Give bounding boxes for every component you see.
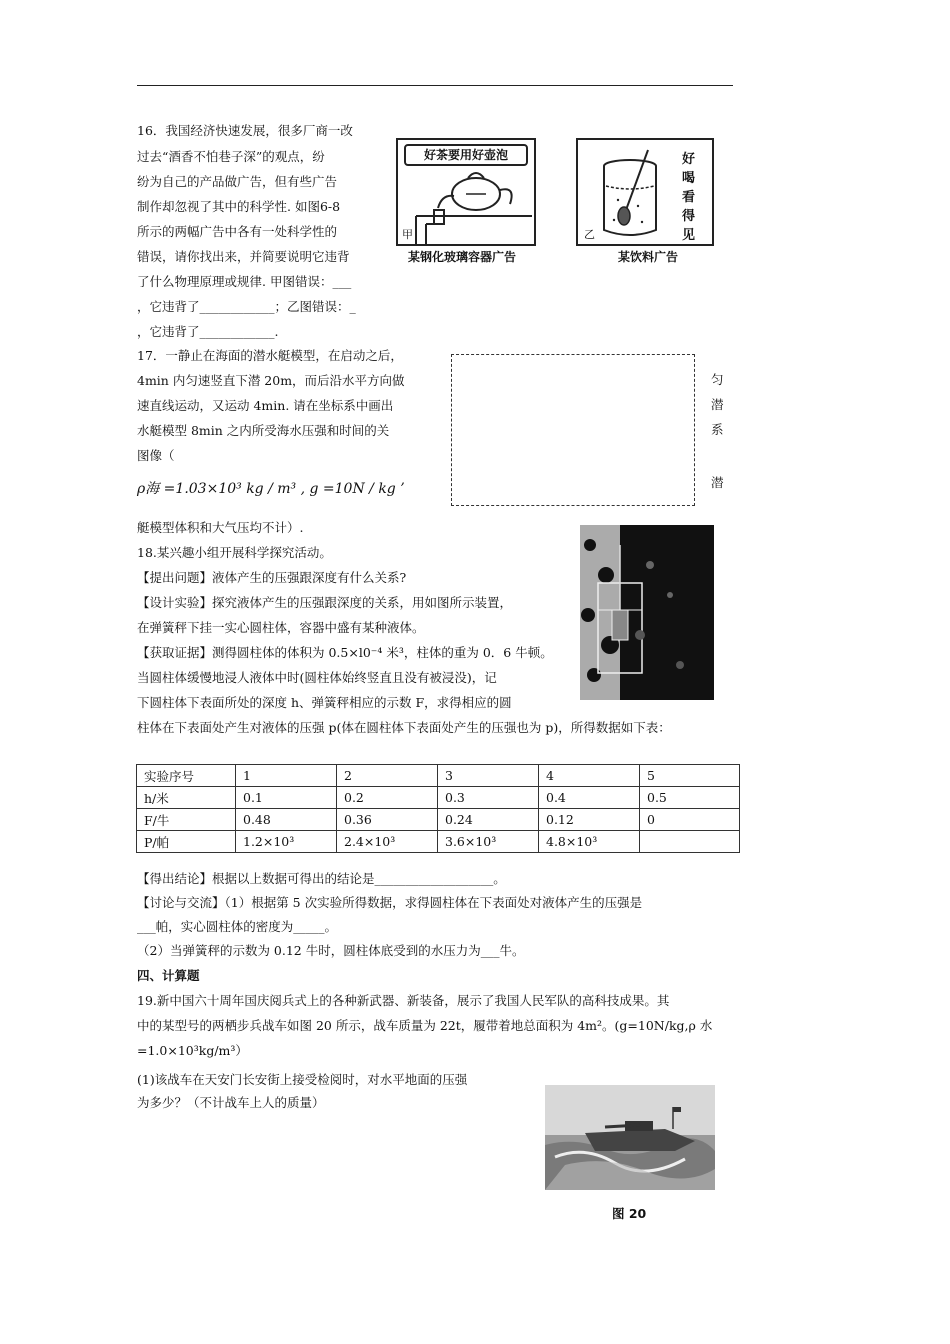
top-rule <box>137 85 733 86</box>
tank-photo <box>545 1085 715 1190</box>
q16-line-7: 了什么物理原理或规律. 甲图错误：___ <box>137 274 352 289</box>
apparatus-illustration <box>580 525 714 700</box>
table-cell <box>640 831 740 853</box>
table-cell: 1.2×10³ <box>236 831 337 853</box>
table-cell: 4.8×10³ <box>539 831 640 853</box>
q16-line-4: 制作却忽视了其中的科学性. 如图6-8 <box>137 199 341 214</box>
table-cell: 3 <box>438 765 539 787</box>
q16-line-6: 错误，请你找出来，并简要说明它违背 <box>137 249 350 264</box>
ad-banner-a: 好茶要用好壶泡 <box>404 144 528 166</box>
table-cell: 5 <box>640 765 740 787</box>
graph-area-box[interactable] <box>451 354 695 506</box>
q17-tail: 艇模型体积和大气压均不计）. <box>137 520 304 535</box>
q17-line-4: 水艇模型 8min 之内所受海水压强和时间的关 <box>137 423 390 438</box>
table-cell: 0.12 <box>539 809 640 831</box>
q17-right-char-4: 潜 <box>711 475 724 490</box>
q17-line-3: 速直线运动，又运动 4min. 请在坐标系中画出 <box>137 398 394 413</box>
q16-line-5: 所示的两幅广告中各有一处科学性的 <box>137 224 338 239</box>
q18-line-3: 【设计实验】探究液体产生的压强跟深度的关系，用如图所示装置， <box>137 595 513 610</box>
table-cell: 实验序号 <box>137 765 236 787</box>
q18-line-8: 柱体在下表面处产生对液体的压强 p(体在圆柱体下表面处产生的压强也为 p)，所得数据如下表： <box>137 720 671 735</box>
table-cell: 2 <box>337 765 438 787</box>
ad-caption-b: 某饮料广告 <box>618 250 679 264</box>
table-cell: 0.3 <box>438 787 539 809</box>
q18-line-6: 当圆柱体缓慢地浸人液体中时(圆柱体始终竖直且没有被浸没)，记 <box>137 670 497 685</box>
table-cell: 0.48 <box>236 809 337 831</box>
table-cell: 3.6×10³ <box>438 831 539 853</box>
table-cell: 0.2 <box>337 787 438 809</box>
q18-discussion-2: ___帕，实心圆柱体的密度为_____。 <box>137 919 338 934</box>
ad-caption-a: 某钢化玻璃容器广告 <box>408 250 517 264</box>
q17-line-5: 图像（ <box>137 448 175 463</box>
q16-line-9: ，它违背了____________. <box>137 324 279 339</box>
ad-figure-a <box>396 138 536 246</box>
q19-line-1: 19.新中国六十周年国庆阅兵式上的各种新武器、新装备，展示了我国人民军队的高科技成果。其 <box>137 993 670 1008</box>
amphibious-vehicle-illustration <box>545 1085 715 1190</box>
table-cell: h/米 <box>137 787 236 809</box>
q17-line-2: 4min 内匀速竖直下潜 20m，而后沿水平方向做 <box>137 373 405 388</box>
ad-side-text-b: 好喝看得见 <box>682 152 696 243</box>
figure-20-caption: 图 20 <box>612 1206 647 1221</box>
q18-discussion-3: （2）当弹簧秤的示数为 0.12 牛时，圆柱体底受到的水压力为___牛。 <box>137 943 525 958</box>
table-cell: 0.5 <box>640 787 740 809</box>
q18-line-5: 【获取证据】测得圆柱体的体积为 0.5×l0⁻⁴ 米³，柱体的重为 0．6 牛顿。 <box>137 645 553 660</box>
section-title: 四、计算题 <box>137 968 200 983</box>
teapot-illustration <box>398 164 534 244</box>
q16-line-3: 纷为自己的产品做广告，但有些广告 <box>137 174 338 189</box>
q17-formula: ρ海 =1.03×10³ kg / m³ , g =10N / kg ’ <box>137 481 405 497</box>
q16-line-2: 过去“酒香不怕巷子深”的观点，纷 <box>137 149 325 164</box>
q19-line-3: =1.0×10³kg/m³） <box>137 1043 248 1058</box>
table-cell: F/牛 <box>137 809 236 831</box>
q17-line-1: 17．一静止在海面的潜水艇模型，在启动之后， <box>137 348 403 363</box>
table-cell: 0.24 <box>438 809 539 831</box>
q17-right-char-3: 系 <box>711 422 724 437</box>
data-table <box>136 764 740 853</box>
table-row <box>137 831 740 853</box>
q17-right-char-2: 潜 <box>711 397 724 412</box>
table-row <box>137 787 740 809</box>
ad-label-b: 乙 <box>584 228 595 241</box>
table-cell: 2.4×10³ <box>337 831 438 853</box>
table-row <box>137 809 740 831</box>
table-cell: 0.36 <box>337 809 438 831</box>
q18-discussion-1: 【讨论与交流】（1）根据第 5 次实验所得数据，求得圆柱体在下表面处对液体产生的压强是 <box>137 895 643 910</box>
table-cell: 0.4 <box>539 787 640 809</box>
q18-conclusion: 【得出结论】根据以上数据可得出的结论是___________________。 <box>137 871 506 886</box>
q18-line-4: 在弹簧秤下挂一实心圆柱体，容器中盛有某种液体。 <box>137 620 425 635</box>
table-cell: 4 <box>539 765 640 787</box>
table-cell: 0.1 <box>236 787 337 809</box>
table-row <box>137 765 740 787</box>
q18-line-7: 下圆柱体下表面所处的深度 h、弹簧秤相应的示数 F，求得相应的圆 <box>137 695 512 710</box>
table-cell: P/帕 <box>137 831 236 853</box>
table-cell: 0 <box>640 809 740 831</box>
q18-line-1: 18.某兴趣小组开展科学探究活动。 <box>137 545 332 560</box>
table-cell: 1 <box>236 765 337 787</box>
q19-line-5: 为多少？（不计战车上人的质量） <box>137 1095 325 1110</box>
q19-line-4: (1)该战车在天安门长安街上接受检阅时，对水平地面的压强 <box>137 1072 468 1087</box>
q16-line-8: ，它违背了____________；乙图错误：_ <box>137 299 356 314</box>
q18-line-2: 【提出问题】液体产生的压强跟深度有什么关系? <box>137 570 407 585</box>
q16-line-1: 16．我国经济快速发展，很多厂商一改 <box>137 123 353 138</box>
q19-line-2: 中的某型号的两栖步兵战车如图 20 所示，战车质量为 22t，履带着地总面积为 4m²。(g=10N/kg,ρ 水 <box>137 1018 713 1033</box>
apparatus-photo <box>580 525 714 700</box>
ad-figure-b <box>576 138 714 246</box>
q17-right-char-1: 匀 <box>711 372 724 387</box>
ad-label-a: 甲 <box>402 228 413 241</box>
